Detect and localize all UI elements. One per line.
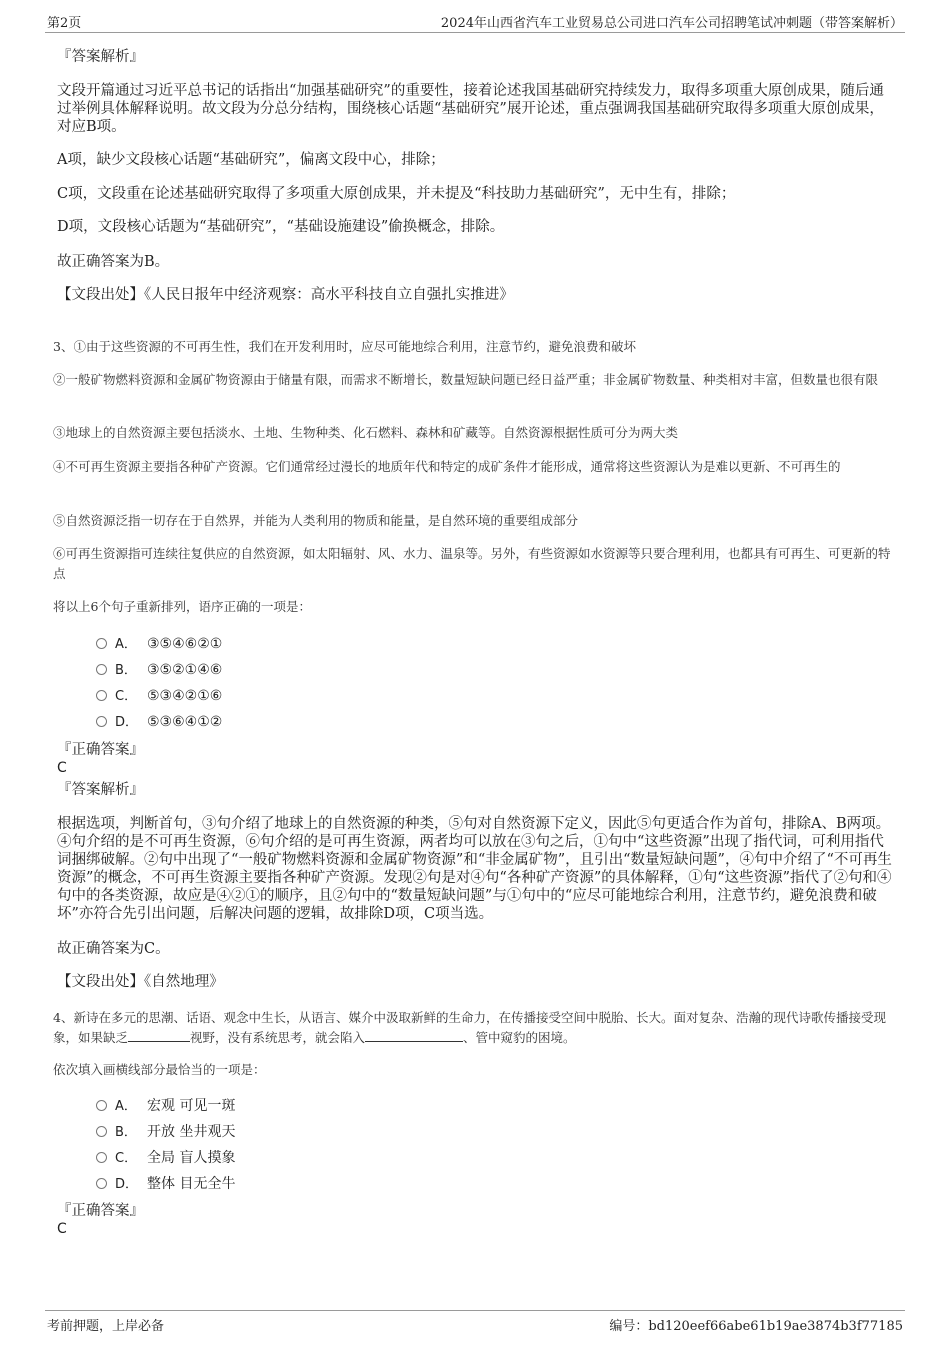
q4-option-d[interactable]: D． 整体 目无全牛 [96,1174,235,1194]
q2-analysis-p4: D项，文段核心话题为“基础研究”，“基础设施建设”偷换概念，排除。 [57,219,505,235]
radio-icon[interactable] [96,716,107,727]
q4-option-b[interactable]: B． 开放 坐井观天 [96,1122,235,1142]
footer-slogan: 考前押题，上岸必备 [47,1319,165,1334]
q3-answer: C [57,760,67,776]
q4-option-c[interactable]: C． 全局 盲人摸象 [96,1148,235,1168]
q4-answer-label: 『正确答案』 [57,1203,144,1219]
page-footer [45,1310,905,1336]
q3-analysis-label: 『答案解析』 [57,782,144,798]
q3-sentence-4: ④不可再生资源主要指各种矿产资源。它们通常经过漫长的地质年代和特定的成矿条件才能形成，通常将这些资源认为是难以更新、不可再生的 [53,459,841,474]
q3-sentence-5: ⑤自然资源泛指一切存在于自然界，并能为人类利用的物质和能量，是自然环境的重要组成部分 [53,513,579,528]
q3-sentence-6: ⑥可再生资源指可连续往复供应的自然资源，如太阳辐射、风、水力、温泉等。另外，有些资源如水资源等只要合理利用，也都具有可再生、可更新的特点 [53,546,891,581]
q4-answer: C [57,1221,67,1237]
q3-option-d[interactable]: D． ⑤③⑥④①② [96,712,222,732]
q2-analysis-label: 『答案解析』 [57,49,144,65]
q2-source: 【文段出处】《人民日报年中经济观察：高水平科技自立自强扎实推进》 [57,287,514,303]
q3-answer-label: 『正确答案』 [57,742,144,758]
q4-prompt: 依次填入画横线部分最恰当的一项是： [53,1062,266,1077]
radio-icon[interactable] [96,638,107,649]
q2-analysis-p3: C项，文段重在论述基础研究取得了多项重大原创成果，并未提及“科技助力基础研究”，无中生有，排除； [57,186,736,202]
q3-source: 【文段出处】《自然地理》 [57,974,224,990]
q3-option-c[interactable]: C． ⑤③④②①⑥ [96,686,222,706]
q3-conclusion: 故正确答案为C。 [57,941,170,957]
q4-option-a[interactable]: A． 宏观 可见一斑 [96,1096,235,1116]
document-id: 编号：bd120eef66abe61b19ae3874b3f77185 [609,1319,903,1334]
q2-analysis-p2: A项，缺少文段核心话题“基础研究”，偏离文段中心，排除； [57,152,445,168]
radio-icon[interactable] [96,1100,107,1111]
q3-sentence-1: 3、①由于这些资源的不可再生性，我们在开发利用时，应尽可能地综合利用，注意节约，避免浪费和破坏 [53,339,636,354]
page-header [45,12,905,33]
radio-icon[interactable] [96,1126,107,1137]
q2-analysis-p1: 文段开篇通过习近平总书记的话指出“加强基础研究”的重要性，接着论述我国基础研究持续发力，取得多项重大原创成果，随后通过举例具体解释说明。故文段为分总分结构，围绕核心话题“基础研究”展开论述，重点强调我国基础研究取得多项重大原创成果，对应B项。 [57,83,884,135]
q3-sentence-3: ③地球上的自然资源主要包括淡水、土地、生物种类、化石燃料、森林和矿藏等。自然资源根据性质可分为两大类 [53,425,679,440]
radio-icon[interactable] [96,690,107,701]
blank-1 [128,1029,190,1042]
radio-icon[interactable] [96,664,107,675]
document-title: 2024年山西省汽车工业贸易总公司进口汽车公司招聘笔试冲刺题（带答案解析） [440,16,903,31]
q3-prompt: 将以上6个句子重新排列，语序正确的一项是： [53,599,311,614]
radio-icon[interactable] [96,1178,107,1189]
q3-sentence-2: ②一般矿物燃料资源和金属矿物资源由于储量有限，而需求不断增长，数量短缺问题已经日益严重；非金属矿物数量、种类相对丰富，但数量也很有限 [53,372,879,387]
q3-option-b[interactable]: B． ③⑤②①④⑥ [96,660,222,680]
page-number: 第2页 [47,16,82,31]
blank-2 [365,1029,463,1042]
q4-stem: 4、新诗在多元的思潮、话语、观念中生长，从语言、媒介中汲取新鲜的生命力，在传播接受空间中脱胎、长大。面对复杂、浩瀚的现代诗歌传播接受现象，如果缺乏 视野，没有系统思考，就会陷入 、管中窥豹的困境。 [53,1010,886,1045]
q2-conclusion: 故正确答案为B。 [57,254,170,270]
radio-icon[interactable] [96,1152,107,1163]
q3-analysis: 根据选项，判断首句，③句介绍了地球上的自然资源的种类，⑤句对自然资源下定义，因此⑤句更适合作为首句，排除A、B两项。④句介绍的是不可再生资源，⑥句介绍的是可再生资源，两者均可以放在③句之后，①句中“这些资源”出现了指代词，可利用指代词捆绑破解。②句中出现了“一般矿物燃料资源和金属矿物资源”和“非金属矿物”，且引出“数量短缺问题”，④句中介绍了“不可再生资源”的概念，不可再生资源主要指各种矿产资源。发现②句是对④句“各种矿产资源”的具体解释，①句“这些资源”指代了②句和④句中的各类资源，故应是④②①的顺序，且②句中的“数量短缺问题”与①句中的“应尽可能地综合利用，注意节约，避免浪费和破坏”亦符合先引出问题，后解决问题的逻辑，故排除D项，C项当选。 [57,816,892,922]
q3-option-a[interactable]: A． ③⑤④⑥②① [96,634,222,654]
